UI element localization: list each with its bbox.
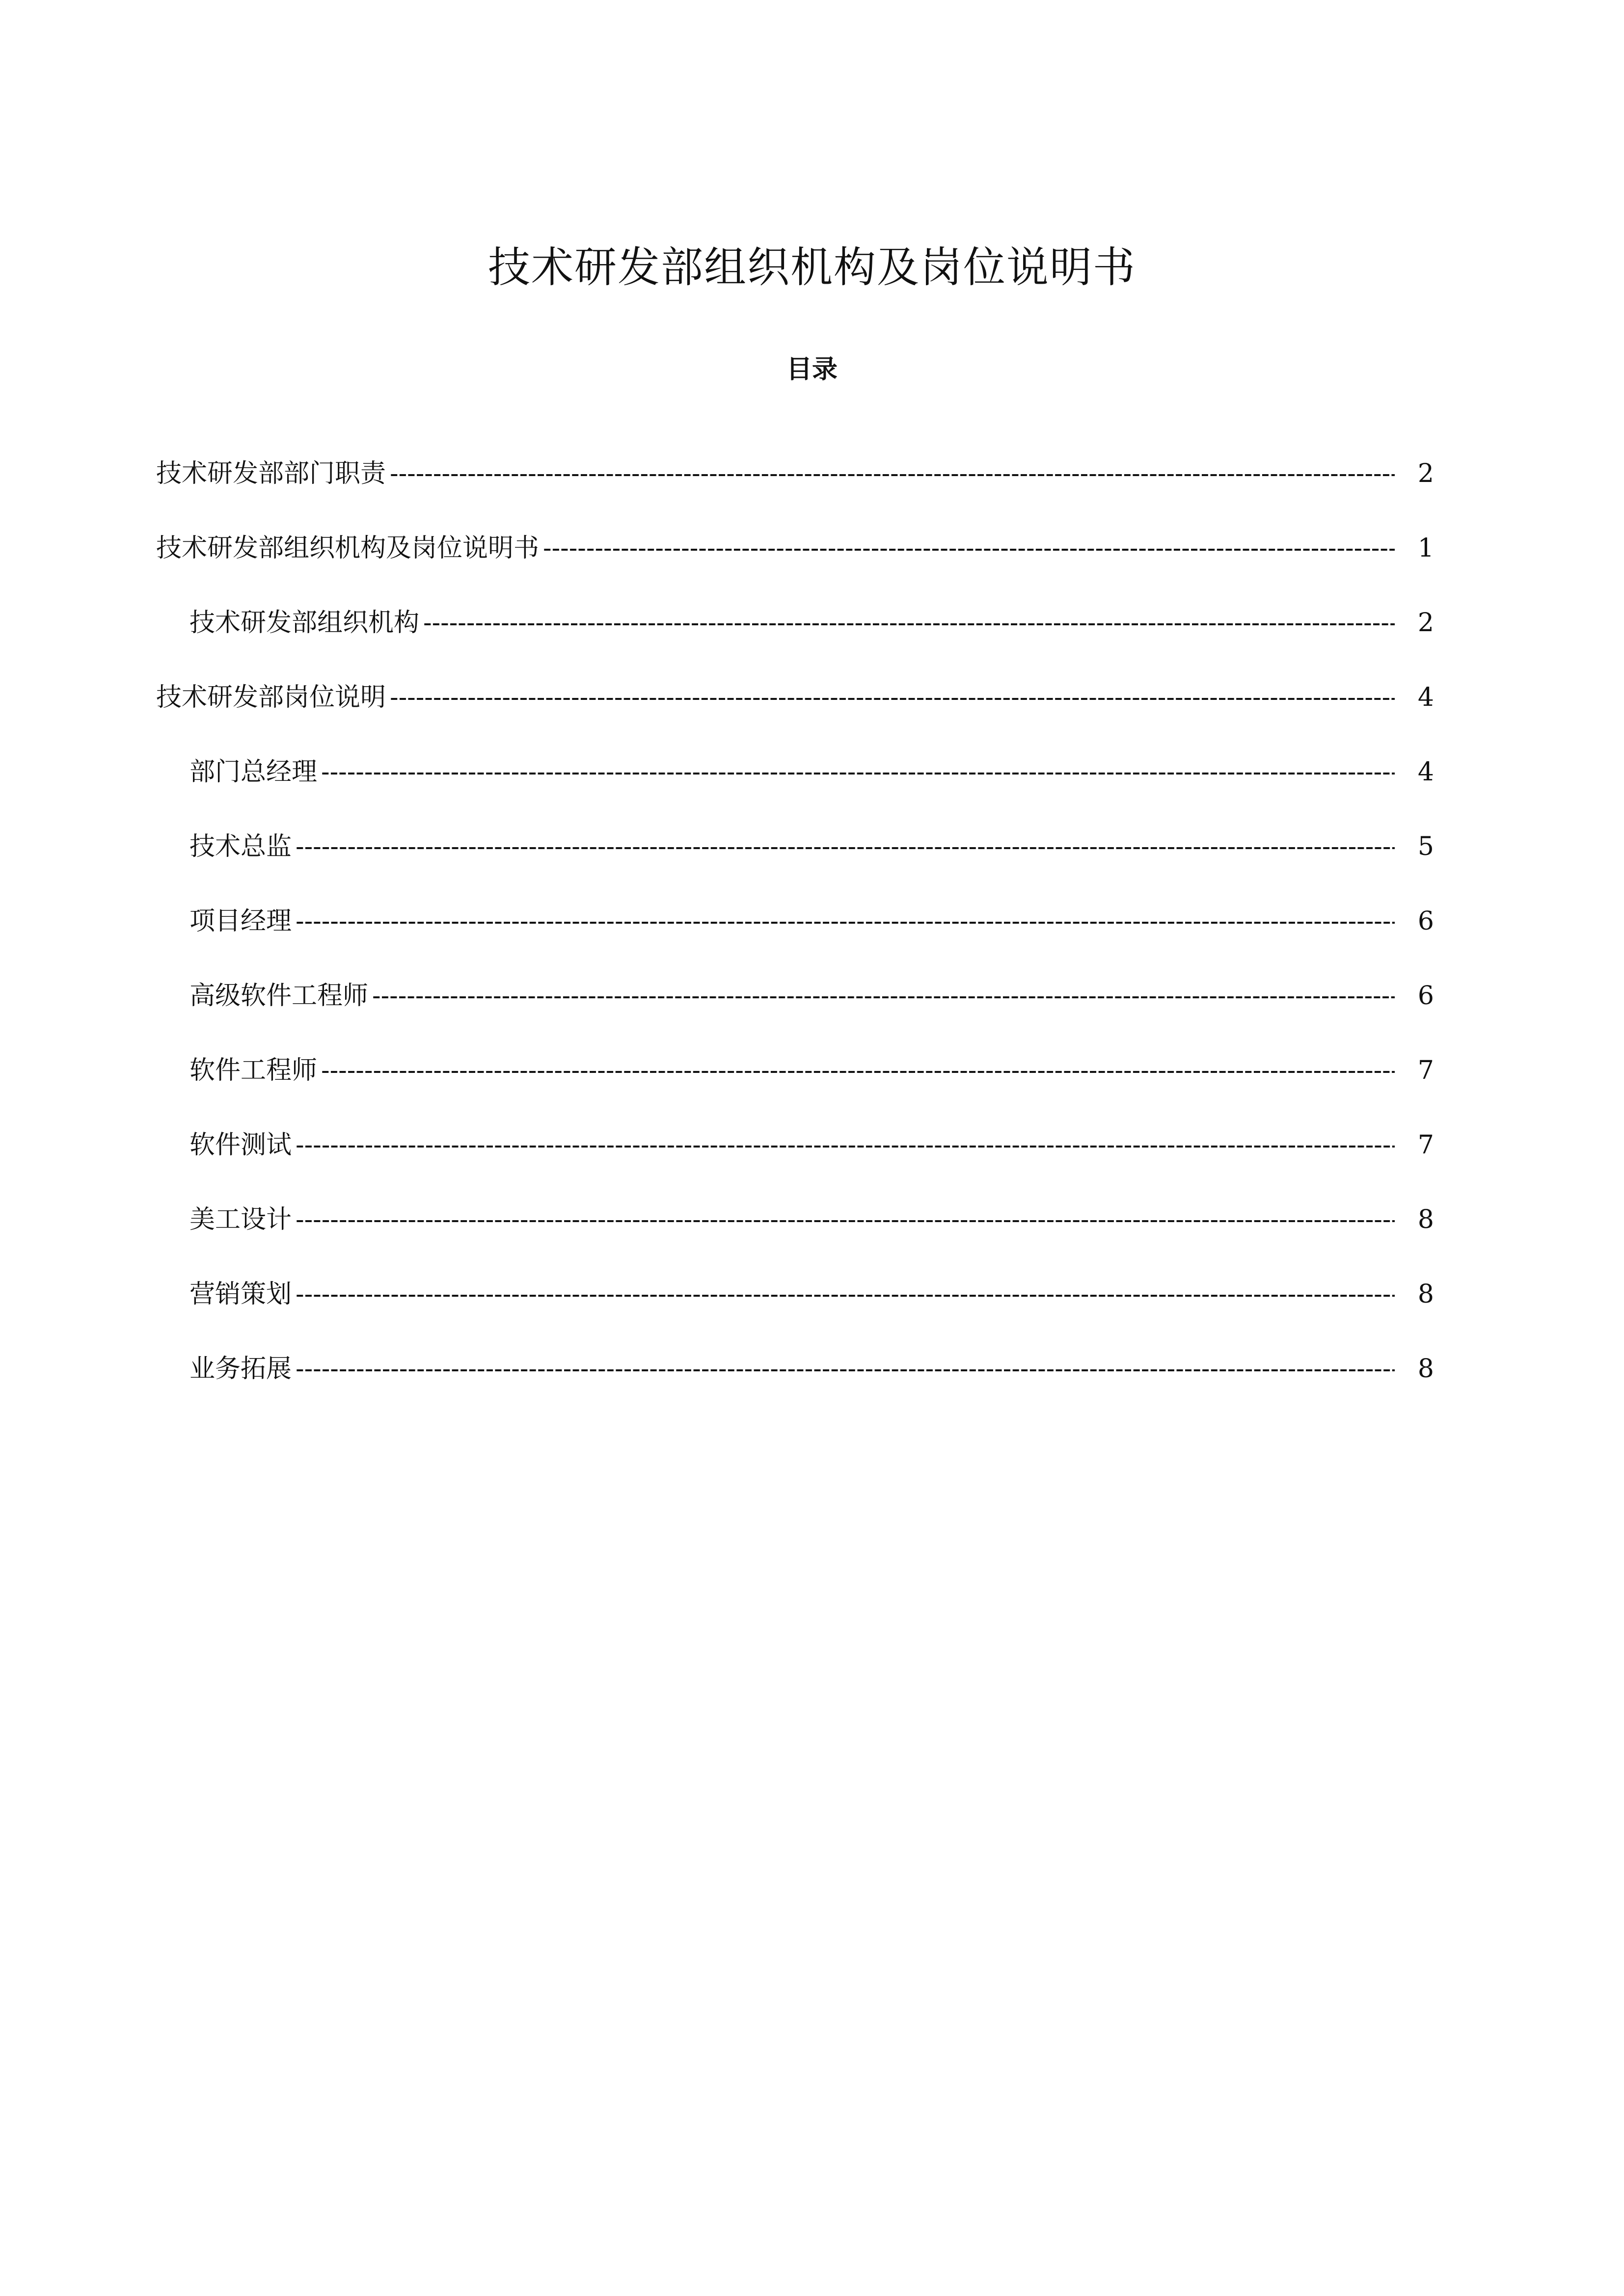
toc-heading: 目录 — [786, 354, 838, 384]
toc-entry[interactable] — [189, 603, 1434, 642]
toc-entry[interactable] — [189, 1200, 1434, 1239]
toc-leader — [321, 1051, 1395, 1090]
toc-leader — [296, 1125, 1395, 1165]
toc-entry-text: 软件工程师 — [189, 1056, 318, 1085]
toc-entry[interactable] — [189, 976, 1434, 1015]
toc-entry-text: 项目经理 — [189, 907, 292, 936]
toc-leader — [321, 752, 1395, 792]
toc-entry[interactable] — [189, 1051, 1434, 1090]
toc-page-number: 6 — [1417, 981, 1434, 1011]
toc-leader — [296, 1200, 1395, 1239]
toc-leader — [543, 529, 1395, 568]
toc-entry-text: 技术研发部部门职责 — [156, 459, 386, 488]
toc-entry-text: 高级软件工程师 — [189, 981, 369, 1011]
toc-entry[interactable] — [189, 902, 1434, 941]
toc-entry[interactable] — [189, 752, 1434, 792]
toc-entry[interactable] — [156, 678, 1434, 717]
toc-entry-text: 技术总监 — [189, 832, 292, 861]
toc-page-number: 8 — [1417, 1205, 1434, 1234]
toc-entry-text: 技术研发部组织机构及岗位说明书 — [156, 534, 540, 563]
toc-leader — [296, 827, 1395, 866]
toc-page-number: 4 — [1417, 757, 1434, 787]
toc-page-number: 5 — [1417, 832, 1434, 861]
toc-entry-text: 业务拓展 — [189, 1354, 292, 1384]
toc-leader — [372, 976, 1395, 1015]
toc-entry-text: 部门总经理 — [189, 757, 318, 787]
toc-page-number: 2 — [1417, 608, 1434, 638]
toc-entry[interactable] — [156, 454, 1434, 493]
toc-page-number: 4 — [1417, 683, 1434, 712]
toc-page-number: 8 — [1417, 1354, 1434, 1384]
toc-leader — [296, 1349, 1395, 1388]
toc-leader — [390, 454, 1395, 493]
toc-entry[interactable] — [189, 827, 1434, 866]
toc-entry[interactable] — [189, 1349, 1434, 1388]
toc-leader — [390, 678, 1395, 717]
toc-entry[interactable] — [189, 1275, 1434, 1314]
document-title: 技术研发部组织机构及岗位说明书 — [488, 243, 1136, 292]
toc-entry-text: 软件测试 — [189, 1130, 292, 1160]
toc-page-number: 7 — [1417, 1130, 1434, 1160]
toc-page-number: 6 — [1417, 907, 1434, 936]
toc-entry-text: 技术研发部岗位说明 — [156, 683, 386, 712]
toc-page-number: 2 — [1417, 459, 1434, 488]
toc-page-number: 7 — [1417, 1056, 1434, 1085]
toc-entry-text: 美工设计 — [189, 1205, 292, 1234]
toc-entry-text: 技术研发部组织机构 — [189, 608, 420, 638]
toc-entry[interactable] — [156, 529, 1434, 568]
toc-entry[interactable] — [189, 1125, 1434, 1165]
toc-leader — [296, 902, 1395, 941]
toc-page-number: 1 — [1417, 534, 1434, 563]
toc-entry-text: 营销策划 — [189, 1280, 292, 1309]
toc-page-number: 8 — [1417, 1280, 1434, 1309]
toc-leader — [423, 603, 1395, 642]
toc-leader — [296, 1275, 1395, 1314]
